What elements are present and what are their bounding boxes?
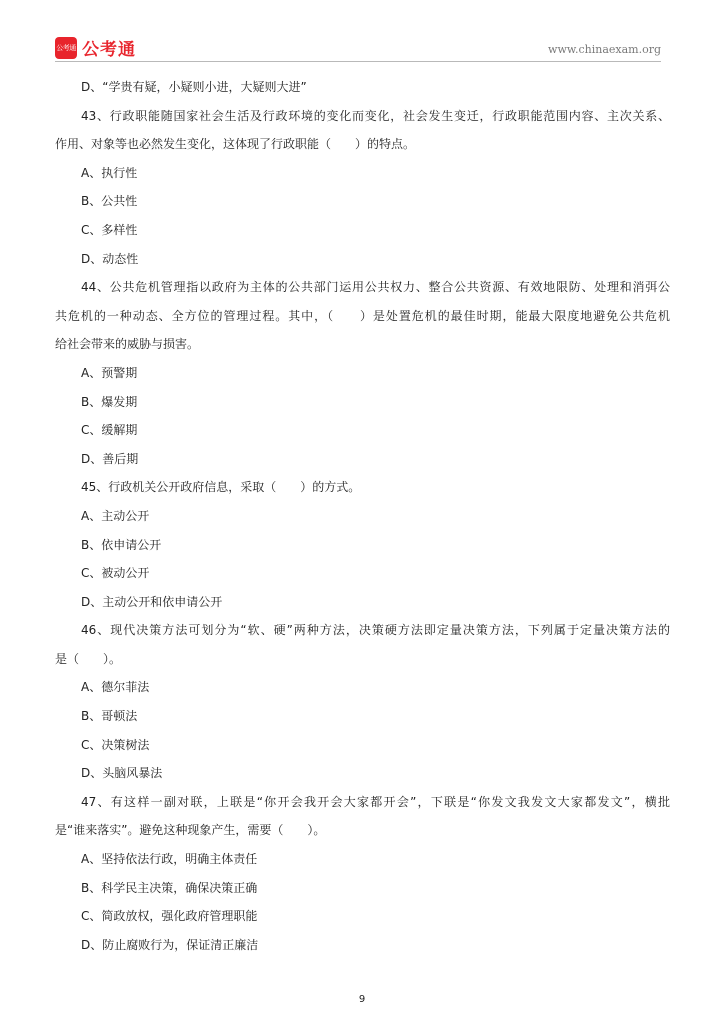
document-body [55, 73, 670, 959]
text-line: 45、行政机关公开政府信息，采取（ ）的方式。 [81, 480, 361, 495]
text-line: D、头脑风暴法 [81, 766, 163, 781]
text-line: D、善后期 [81, 451, 139, 466]
text-line: B、科学民主决策，确保决策正确 [81, 880, 258, 895]
brand-logo [55, 35, 136, 60]
text-line: B、依申请公开 [81, 537, 162, 552]
text-line: B、公共性 [81, 194, 138, 209]
site-url: www.chinaexam.org [548, 43, 661, 56]
text-line: C、决策树法 [81, 737, 150, 752]
text-line: D、防止腐败行为，保证清正廉洁 [81, 937, 259, 952]
text-line: 44、公共危机管理指以政府为主体的公共部门运用公共权力、整合公共资源、有效地限防、处理和消弭公 [81, 280, 670, 295]
text-line: A、德尔菲法 [81, 680, 150, 695]
text-line: B、哥顿法 [81, 709, 138, 724]
text-line: C、多样性 [81, 222, 138, 237]
text-line: A、执行性 [81, 165, 138, 180]
text-line: 共危机的一种动态、全方位的管理过程。其中，（ ）是处置危机的最佳时期，能最大限度地避免公共危机 [55, 308, 670, 323]
text-line: D、动态性 [81, 251, 139, 266]
text-line: C、被动公开 [81, 566, 150, 581]
text-line: C、简政放权，强化政府管理职能 [81, 909, 258, 924]
text-line: D、“学贵有疑，小疑则小进，大疑则大进” [81, 80, 307, 94]
text-line: C、缓解期 [81, 423, 138, 438]
logo-text: 公考通 [82, 40, 136, 60]
header-divider [55, 61, 661, 62]
text-line: 43、行政职能随国家社会生活及行政环境的变化而变化，社会发生变迁，行政职能范围内容、主次关系、 [81, 108, 670, 123]
logo-badge-icon: 公考通 [55, 37, 77, 59]
text-line: 是（ ）。 [55, 651, 122, 666]
text-line: A、坚持依法行政，明确主体责任 [81, 852, 258, 867]
text-line: B、爆发期 [81, 394, 138, 409]
text-line: 作用、对象等也必然发生变化，这体现了行政职能（ ）的特点。 [55, 137, 416, 152]
page-number: 9 [358, 994, 366, 1005]
text-line: A、预警期 [81, 365, 138, 380]
text-line: 是“谁来落实”。避免这种现象产生，需要（ ）。 [55, 823, 326, 838]
text-line: D、主动公开和依申请公开 [81, 594, 223, 609]
text-line: 给社会带来的威胁与损害。 [55, 337, 200, 352]
text-line: 47、有这样一副对联，上联是“你开会我开会大家都开会”，下联是“你发文我发文大家都发文”，横批 [81, 794, 670, 809]
page-header [55, 33, 661, 61]
text-line: 46、现代决策方法可划分为“软、硬”两种方法，决策硬方法即定量决策方法，下列属于定量决策方法的 [81, 623, 670, 638]
text-line: A、主动公开 [81, 508, 150, 523]
